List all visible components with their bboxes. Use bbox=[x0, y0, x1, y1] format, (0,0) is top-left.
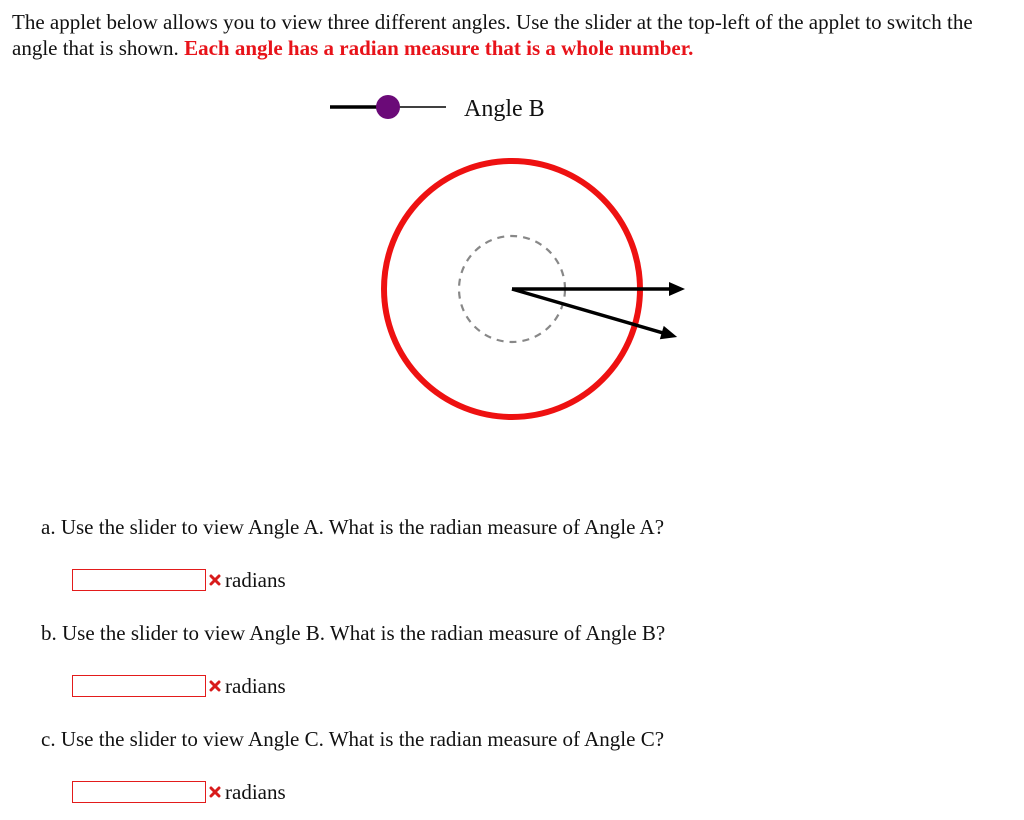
question-c: c. Use the slider to view Angle C. What is the radian measure of Angle C? bbox=[41, 727, 665, 751]
answer-b bbox=[72, 673, 286, 699]
answer-b-input[interactable] bbox=[72, 675, 206, 697]
terminal-ray bbox=[512, 289, 668, 334]
answer-a-input[interactable] bbox=[72, 569, 206, 591]
terminal-ray-arrowhead bbox=[660, 326, 677, 339]
answer-c-input[interactable] bbox=[72, 781, 206, 803]
x-mark-icon bbox=[209, 574, 221, 586]
angle-slider[interactable] bbox=[330, 95, 446, 119]
slider-label: Angle B bbox=[464, 96, 545, 122]
instructions-text: The applet below allows you to view three different angles. Use the slider at the top-left of the applet to switch the angle that is shown. bbox=[12, 10, 973, 60]
answer-c-unit: radians bbox=[225, 780, 286, 804]
initial-ray-arrowhead bbox=[669, 282, 685, 296]
answer-c bbox=[72, 779, 286, 805]
answer-a bbox=[72, 567, 286, 593]
answer-b-unit: radians bbox=[225, 674, 286, 698]
question-a: a. Use the slider to view Angle A. What is the radian measure of Angle A? bbox=[41, 515, 665, 539]
answer-a-unit: radians bbox=[225, 568, 286, 592]
instructions-emphasis: Each angle has a radian measure that is a whole number. bbox=[184, 36, 694, 60]
x-mark-icon bbox=[209, 786, 221, 798]
slider-knob[interactable] bbox=[376, 95, 400, 119]
question-b: b. Use the slider to view Angle B. What is the radian measure of Angle B? bbox=[41, 621, 666, 645]
x-mark-icon bbox=[209, 680, 221, 692]
